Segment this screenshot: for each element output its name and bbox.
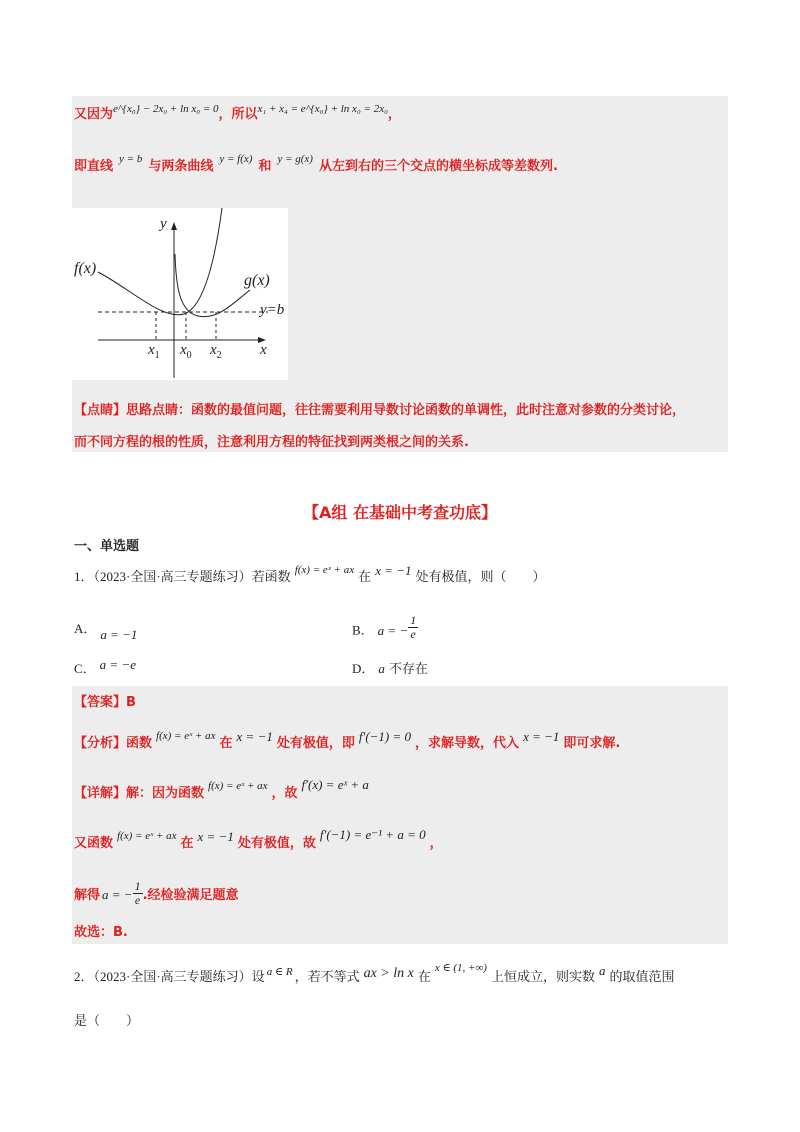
equation-e-x0: e^{x₀} − 2x₀ + ln x₀ = 0 <box>113 103 219 115</box>
final-answer: 故选：B. <box>74 925 128 940</box>
function-graph <box>72 208 288 380</box>
label-yb: y=b <box>260 302 285 318</box>
option-c[interactable]: C． a = −e <box>74 657 136 676</box>
equation-y-gx: y = g(x) <box>277 153 313 165</box>
question-2: 2．（2023·全国·高三专题练习）设 $^{a \in R}$ ，若不等式 ax > ln x 在$^{x \in (1, +\infty)}$上恒成立，则实数 a 的取值范围 <box>74 962 675 984</box>
label-x: x <box>260 342 267 358</box>
detail-line-2: 又函数 $^{f(x) = eˣ + ax}$ 在 x = −1 处有极值，故f′(−1) = e⁻¹ + a = 0， <box>74 827 443 851</box>
label-fx: f(x) <box>74 260 97 277</box>
y-axis-arrow <box>171 222 177 230</box>
answer-line: 【答案】B <box>74 695 136 710</box>
question-1: 1．（2023·全国·高三专题练习）若函数 $^{f(x) = eˣ + ax}$ 在 x = −1 处有极值，则（ ） <box>74 563 546 584</box>
line-conclusion: 即直线 $^{y = b}$ 与两条曲线 $^{y = f(x)}$ 和 $^{y = g(x)}$ 从左到右的三个交点的横坐标成等差数列. <box>74 153 558 174</box>
tip-line-2: 而不同方程的根的性质，注意利用方程的特征找到两类根之间的关系. <box>74 435 469 450</box>
option-d[interactable]: D． a 不存在 <box>352 661 428 676</box>
detail-line-3: 解得 a = − $\frac{1}{e}$ .经检验满足题意 <box>74 879 239 908</box>
group-heading: 【A组 在基础中考查功底】 <box>303 503 497 522</box>
option-b[interactable]: B． a = − $\frac{1}{e}$ <box>352 613 417 642</box>
label-x0: $x_0$ <box>180 342 192 361</box>
curve-g <box>175 254 250 317</box>
section-title: 一、单选题 <box>74 539 140 554</box>
question-2-cont: 是（ ） <box>74 1013 140 1028</box>
equation-sum: x₁ + x₄ = e^{x₀} + ln x₀ = 2x₀ <box>257 103 388 115</box>
label-x2: $x_2$ <box>210 342 222 361</box>
equation-y-fx: y = f(x) <box>219 153 253 165</box>
option-a[interactable]: A． a = −1 <box>74 621 138 642</box>
label-y: y <box>160 216 167 232</box>
label-x1: $x_1$ <box>148 342 160 361</box>
tip-line-1: 【点睛】思路点睛：函数的最值问题，往往需要利用导数讨论函数的单调性，此时注意对参数的分类讨论， <box>74 403 686 418</box>
line-because: 又因为$^{e\^{}\{x_0\} - 2x_0 + ln x_0 = 0}$，所以$^{x_1 + x_4 = e\^{}\{x_0\} + ln x_0 = 2x_0}$， <box>74 103 401 122</box>
equation-y-b: y = b <box>119 153 143 165</box>
analysis-line: 【分析】函数 $^{f(x) = eˣ + ax}$ 在 x = −1 处有极值，即 f′(−1) = 0 ，求解导数，代入 x = −1 即可求解. <box>74 729 621 751</box>
detail-line-1: 【详解】解：因为函数 $^{f(x) = eˣ + ax}$ ，故f′(x) = eˣ + a <box>74 777 369 801</box>
label-gx: g(x) <box>244 272 270 289</box>
